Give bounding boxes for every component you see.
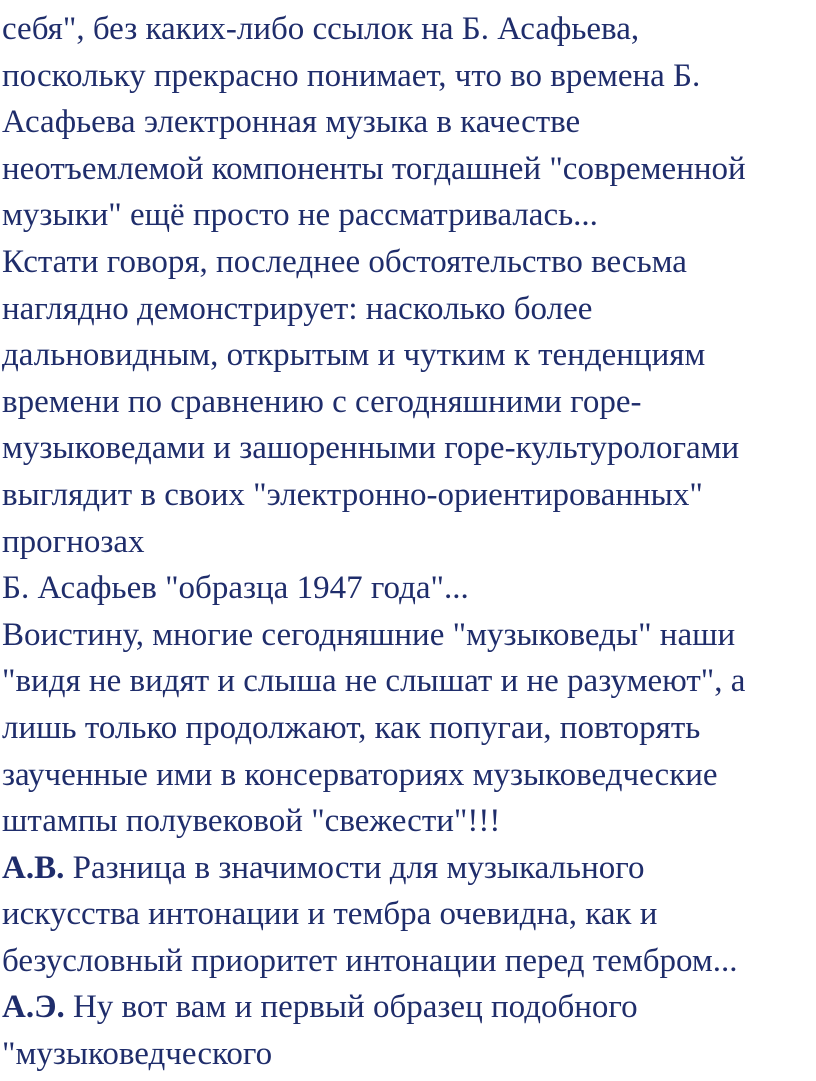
text-line: заученные ими в консерваториях музыковедческие xyxy=(2,756,718,793)
dialogue-ae-first-line xyxy=(2,984,806,1031)
text-line: поскольку прекрасно понимает, что во времена Б. xyxy=(2,57,701,94)
text-line: наглядно демонстрирует: насколько более xyxy=(2,290,593,327)
text-line: Воистину, многие сегодняшние "музыковеды" наши xyxy=(2,616,736,653)
text-line: Б. Асафьев "образца 1947 года"... xyxy=(2,570,469,607)
speaker-label-ae: А.Э. xyxy=(2,989,65,1026)
text-line: Асафьева электронная музыка в качестве xyxy=(2,104,581,141)
text-line: искусства интонации и тембра очевидна, как и xyxy=(2,896,658,933)
text-line: музыковедами и зашоренными горе-культурологами xyxy=(2,430,740,467)
text-line: неотъемлемой компоненты тогдашней "современной xyxy=(2,150,746,187)
text-line: "видя не видят и слыша не слышат и не разумеют", а xyxy=(2,663,746,700)
text-line: Кстати говоря, последнее обстоятельство весьма xyxy=(2,243,687,280)
text-line: лишь только продолжают, как попугаи, повторять xyxy=(2,709,701,746)
text-line: "музыковедческого xyxy=(2,1036,273,1073)
dialogue-text: Ну вот вам и первый образец подобного xyxy=(64,989,638,1026)
speaker-label-av: А.В. xyxy=(2,849,65,886)
text-line: себя", без каких-либо ссылок на Б. Асафьева, xyxy=(2,11,640,47)
text-line: прогнозах xyxy=(2,523,145,560)
dialogue-av-first-line xyxy=(2,845,806,892)
text-line: музыки" ещё просто не рассматривалась... xyxy=(2,197,598,234)
text-line: безусловный приоритет интонации перед тембром... xyxy=(2,942,738,979)
text-line: дальновидным, открытым и чутким к тенденциям xyxy=(2,337,706,374)
text-line: времени по сравнению с сегодняшними горе- xyxy=(2,383,642,420)
text-line: выглядит в своих "электронно-ориентированных" xyxy=(2,476,703,513)
dialogue-text: Разница в значимости для музыкального xyxy=(64,849,645,886)
text-line: штампы полувековой "свежести"!!! xyxy=(2,803,501,840)
